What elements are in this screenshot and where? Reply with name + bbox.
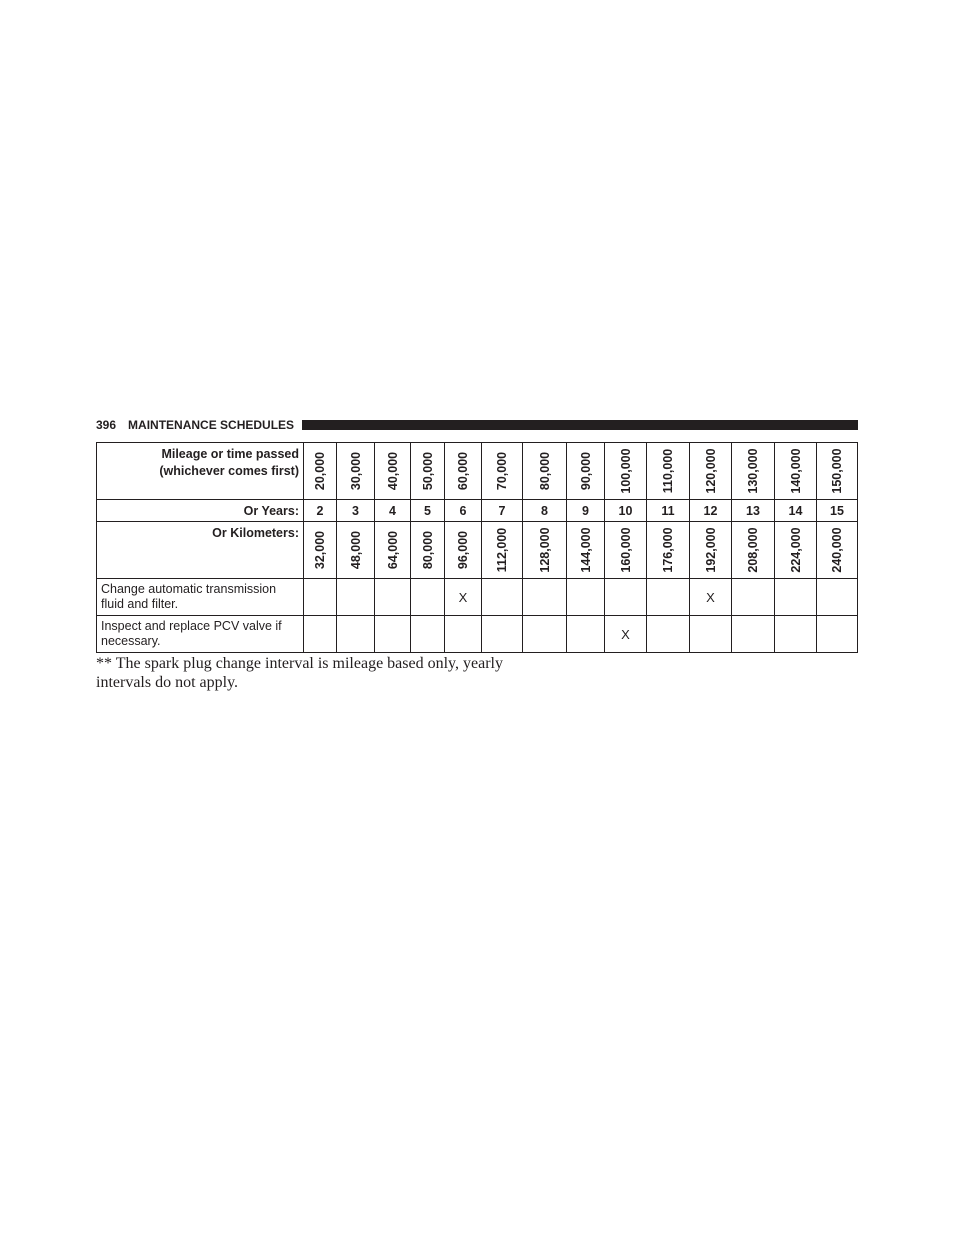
kilometers-row <box>97 522 858 579</box>
mileage-value: 90,000 <box>578 451 593 491</box>
kilometers-cell <box>523 522 567 579</box>
mileage-cell <box>445 443 482 500</box>
mileage-value: 120,000 <box>703 448 718 494</box>
mileage-value: 100,000 <box>618 448 633 494</box>
mileage-cell <box>337 443 375 500</box>
service-mark <box>567 616 605 653</box>
service-mark <box>647 616 690 653</box>
years-value: 3 <box>337 500 375 522</box>
service-mark <box>482 579 523 616</box>
mileage-cell <box>411 443 445 500</box>
mileage-cell <box>523 443 567 500</box>
kilometers-cell <box>411 522 445 579</box>
page-number: 396 <box>96 418 117 432</box>
kilometers-value: 64,000 <box>385 530 400 570</box>
years-value: 5 <box>411 500 445 522</box>
years-value: 9 <box>567 500 605 522</box>
service-mark <box>411 616 445 653</box>
service-mark <box>775 616 817 653</box>
kilometers-cell <box>337 522 375 579</box>
kilometers-value: 192,000 <box>703 527 718 573</box>
service-mark <box>304 579 337 616</box>
kilometers-value: 224,000 <box>788 527 803 573</box>
kilometers-value: 128,000 <box>537 527 552 573</box>
kilometers-value: 96,000 <box>456 530 470 570</box>
kilometers-cell <box>732 522 775 579</box>
mileage-cell <box>304 443 337 500</box>
service-mark <box>523 616 567 653</box>
service-mark <box>304 616 337 653</box>
mileage-cell <box>690 443 732 500</box>
service-row <box>97 579 858 616</box>
kilometers-cell <box>605 522 647 579</box>
mileage-label-line-1: Mileage or time passed <box>161 447 299 461</box>
years-label: Or Years: <box>97 500 304 522</box>
mileage-value: 140,000 <box>788 448 803 494</box>
mileage-value: 60,000 <box>456 451 470 491</box>
kilometers-value: 160,000 <box>618 527 633 573</box>
mileage-cell <box>647 443 690 500</box>
service-mark <box>375 616 411 653</box>
kilometers-cell <box>817 522 858 579</box>
mileage-label <box>97 443 304 500</box>
service-mark <box>817 579 858 616</box>
kilometers-cell <box>567 522 605 579</box>
years-value: 14 <box>775 500 817 522</box>
kilometers-cell <box>482 522 523 579</box>
service-mark <box>375 579 411 616</box>
kilometers-value: 144,000 <box>578 527 593 573</box>
years-value: 4 <box>375 500 411 522</box>
service-mark <box>482 616 523 653</box>
kilometers-value: 48,000 <box>348 530 363 570</box>
service-mark <box>445 616 482 653</box>
kilometers-value: 208,000 <box>746 527 760 573</box>
service-mark <box>690 616 732 653</box>
kilometers-label: Or Kilometers: <box>97 522 304 579</box>
service-mark <box>605 579 647 616</box>
service-task: Change automatic transmission fluid and filter. <box>97 579 304 616</box>
kilometers-cell <box>647 522 690 579</box>
years-value: 13 <box>732 500 775 522</box>
kilometers-cell <box>375 522 411 579</box>
service-mark <box>337 579 375 616</box>
service-mark <box>732 616 775 653</box>
kilometers-value: 240,000 <box>830 527 844 573</box>
years-value: 15 <box>817 500 858 522</box>
kilometers-value: 112,000 <box>495 527 509 573</box>
service-task: Inspect and replace PCV valve if necessary. <box>97 616 304 653</box>
mileage-value: 130,000 <box>746 448 760 494</box>
mileage-cell <box>817 443 858 500</box>
mileage-cell <box>775 443 817 500</box>
years-row <box>97 500 858 522</box>
mileage-value: 150,000 <box>830 448 844 494</box>
service-mark: X <box>605 616 647 653</box>
service-mark: X <box>690 579 732 616</box>
mileage-value: 50,000 <box>420 451 435 491</box>
mileage-value: 20,000 <box>313 451 327 491</box>
mileage-row <box>97 443 858 500</box>
mileage-cell <box>375 443 411 500</box>
service-mark <box>567 579 605 616</box>
section-title: MAINTENANCE SCHEDULES <box>128 418 295 432</box>
mileage-cell <box>567 443 605 500</box>
service-mark <box>775 579 817 616</box>
mileage-cell <box>605 443 647 500</box>
kilometers-cell <box>690 522 732 579</box>
mileage-cell <box>732 443 775 500</box>
mileage-label-line-2: (whichever comes first) <box>159 464 299 478</box>
mileage-cell <box>482 443 523 500</box>
years-value: 7 <box>482 500 523 522</box>
kilometers-value: 80,000 <box>420 530 435 570</box>
mileage-value: 40,000 <box>385 451 400 491</box>
mileage-value: 70,000 <box>495 451 509 491</box>
years-value: 6 <box>445 500 482 522</box>
years-value: 12 <box>690 500 732 522</box>
kilometers-cell <box>775 522 817 579</box>
service-mark <box>647 579 690 616</box>
service-mark <box>411 579 445 616</box>
service-mark <box>817 616 858 653</box>
header-rule <box>302 420 858 430</box>
kilometers-value: 32,000 <box>313 530 327 570</box>
mileage-value: 80,000 <box>537 451 552 491</box>
mileage-value: 30,000 <box>348 451 363 491</box>
kilometers-cell <box>304 522 337 579</box>
kilometers-value: 176,000 <box>661 527 675 573</box>
service-mark <box>732 579 775 616</box>
kilometers-cell <box>445 522 482 579</box>
service-row <box>97 616 858 653</box>
years-value: 2 <box>304 500 337 522</box>
page-header <box>96 417 858 433</box>
years-value: 10 <box>605 500 647 522</box>
years-value: 8 <box>523 500 567 522</box>
service-mark <box>337 616 375 653</box>
footnote: ** The spark plug change interval is mileage based only, yearly intervals do not apply. <box>96 655 503 691</box>
maintenance-schedule-table <box>96 442 858 653</box>
service-mark <box>523 579 567 616</box>
mileage-value: 110,000 <box>661 448 675 494</box>
service-mark: X <box>445 579 482 616</box>
years-value: 11 <box>647 500 690 522</box>
